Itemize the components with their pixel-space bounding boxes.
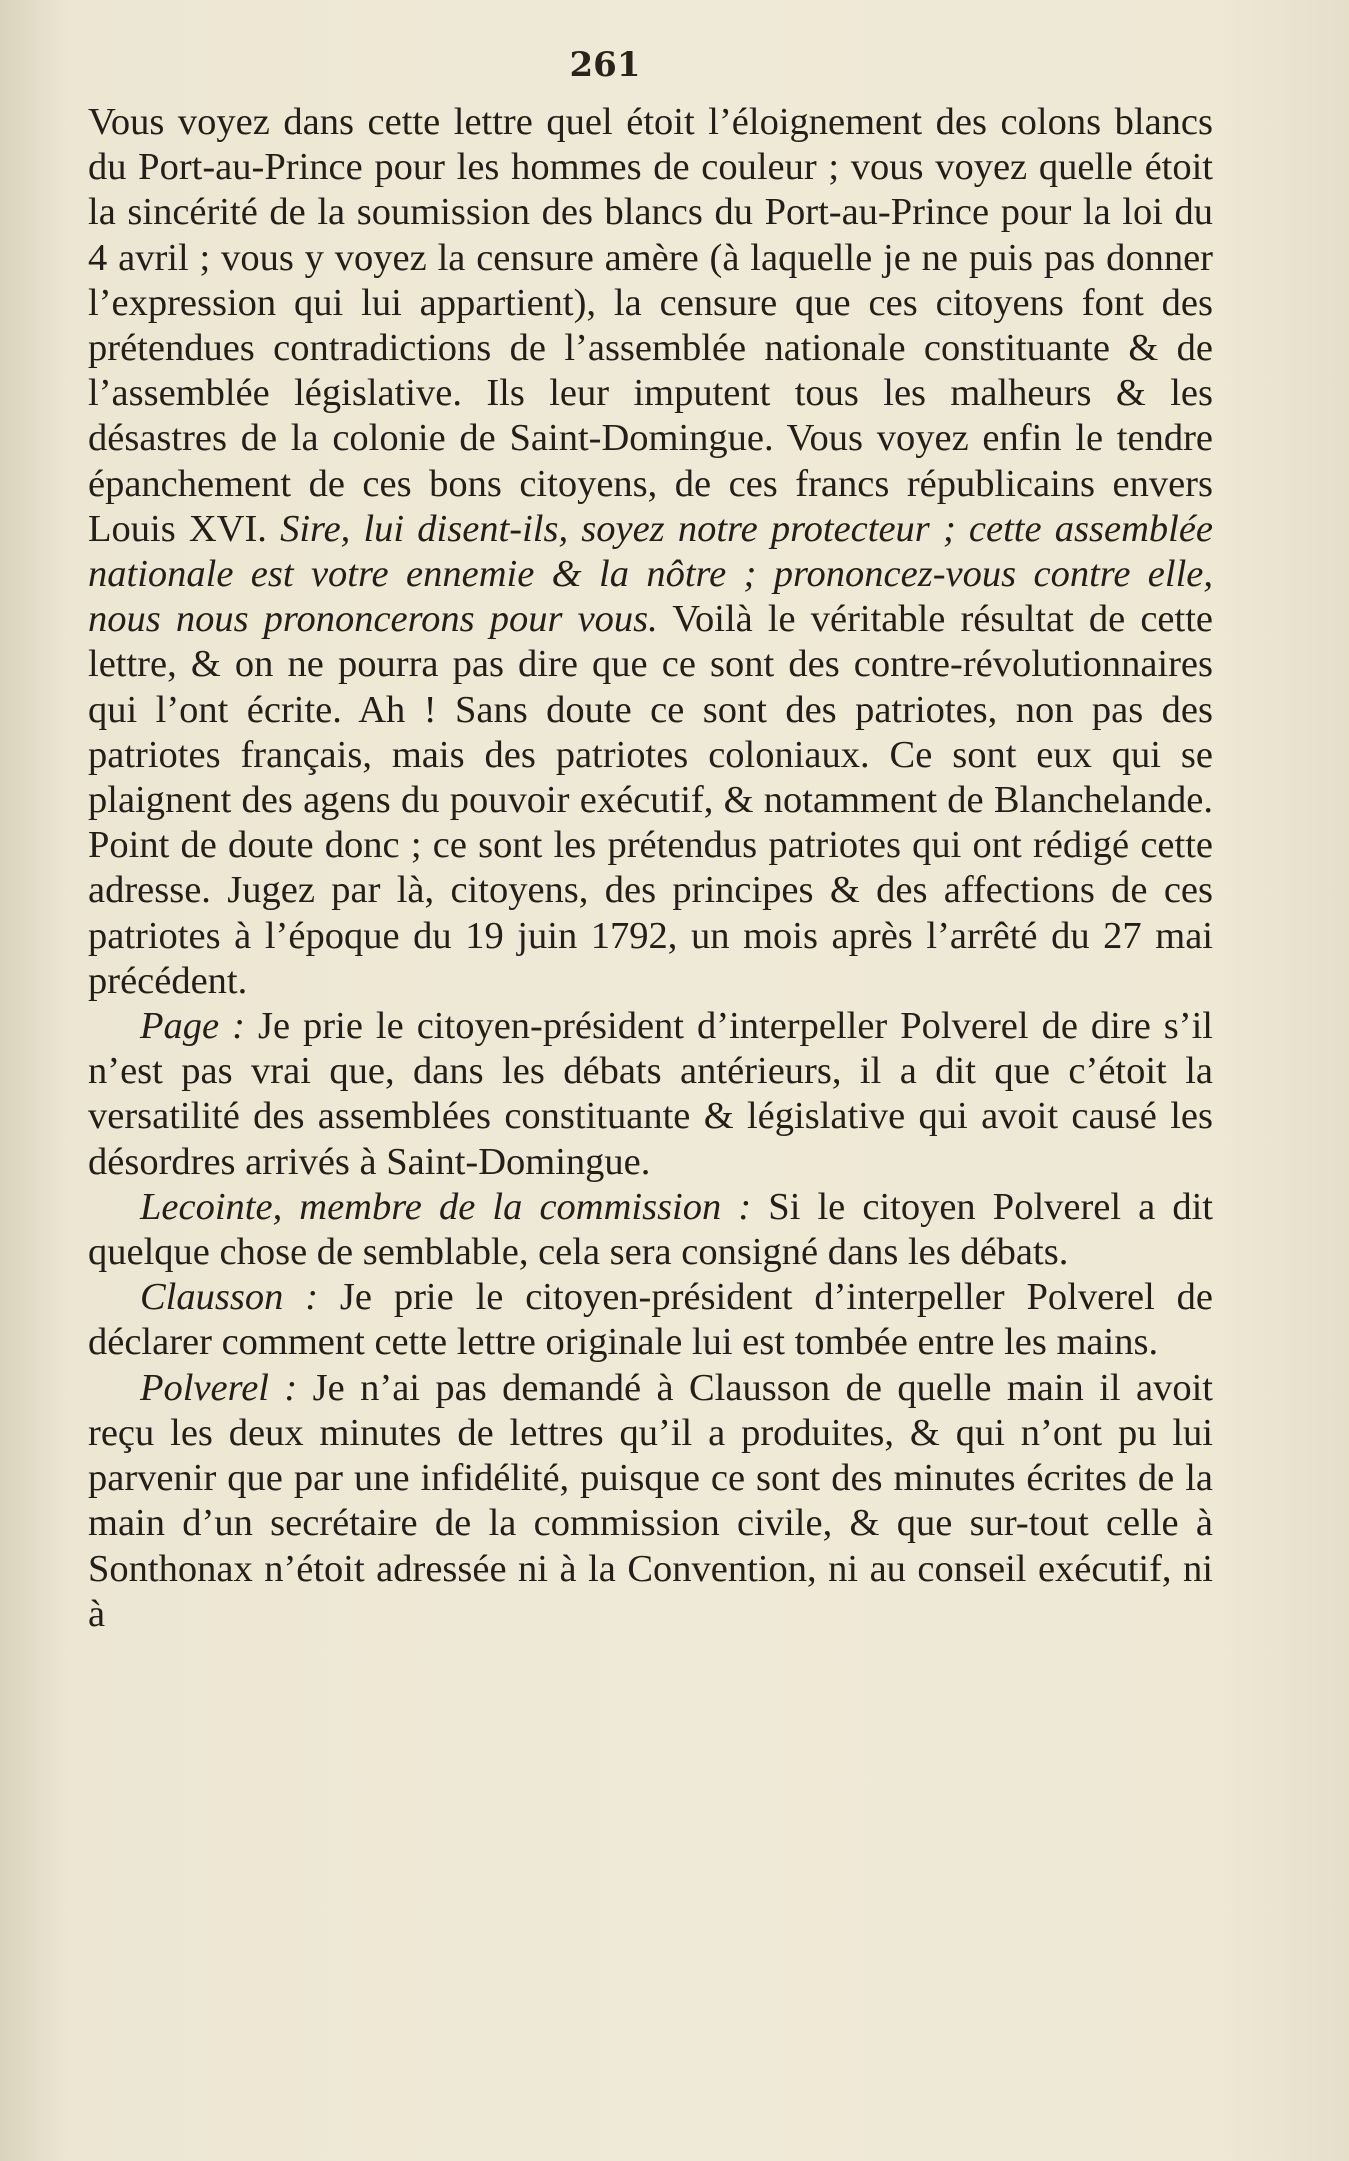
paragraph-text: Vous voyez dans cette lettre quel étoit l’éloignement des colons blancs du Port-au-Prince pour les hommes de couleur ; vous voyez quelle étoit la sincérité de la soumission des blancs du Port-au-Prince pour la loi du 4 avril ; vous y voyez la censure amère (à laquelle je ne puis pas donner l’expression qui lui appartient), la censure que ces citoyens font des prétendues contradictions de l’assemblée nationale constituante & de l’assemblée législative. Ils leur imputent tous les malheurs & les désastres de la colonie de Saint-Domingue. Vous voyez enfin le tendre épanchement de ces bons citoyens, de ces francs républicains envers Louis XVI.: [88, 101, 1213, 550]
paragraph: [88, 1185, 1213, 1275]
paragraph: [88, 1366, 1213, 1637]
page-number: 261: [569, 45, 641, 85]
paragraph: [88, 1004, 1213, 1185]
paragraph-text: Je n’ai pas demandé à Clausson de quelle main il avoit reçu les deux minutes de lettres qu’il a produites, & qui n’ont pu lui parvenir que par une infidélité, puisque ce sont des minutes écrites de la main d’un secrétaire de la commission civile, & que sur-tout celle à Sonthonax n’étoit adressée ni à la Convention, ni au conseil exécutif, ni à: [88, 1366, 1213, 1635]
speaker-name: Page :: [140, 1005, 245, 1048]
speaker-name: Polverel :: [140, 1366, 298, 1409]
speaker-name: Clausson :: [140, 1276, 319, 1319]
paragraph-text: Si le citoyen Polverel a dit quelque chose de semblable, cela sera consigné dans les débats.: [88, 1185, 1214, 1274]
paragraph: [88, 1275, 1213, 1365]
paragraph-text: Je prie le citoyen-président d’interpeller Polverel de dire s’il n’est pas vrai que, dans les débats antérieurs, il a dit que c’étoit la versatilité des assemblées constituante & législative qui avoit causé les désordres arrivés à Saint-Domingue.: [88, 1005, 1213, 1183]
speaker-name: Lecointe, membre de la commission :: [140, 1185, 752, 1228]
quoted-address-italic: Sire, lui disent-ils, soyez notre protecteur ; cette assemblée nationale est votre ennemie & la nôtre ; prononcez-vous contre elle, nous nous prononcerons pour vous.: [88, 507, 1213, 641]
paragraph: [88, 100, 1213, 1004]
paragraph-text: Voilà le véritable résultat de cette lettre, & on ne pourra pas dire que ce sont des contre-révolutionnaires qui l’ont écrite. Ah ! Sans doute ce sont des patriotes, non pas des patriotes français, mais des patriotes coloniaux. Ce sont eux qui se plaignent des agens du pouvoir exécutif, & notamment de Blanchelande. Point de doute donc ; ce sont les prétendus patriotes qui ont rédigé cette adresse. Jugez par là, citoyens, des principes & des affections de ces patriotes à l’époque du 19 juin 1792, un mois après l’arrêté du 27 mai précédent.: [88, 598, 1213, 1002]
body-text: [88, 100, 1213, 1637]
paragraph-text: Je prie le citoyen-président d’interpeller Polverel de déclarer comment cette lettre originale lui est tombée entre les mains.: [88, 1276, 1213, 1364]
